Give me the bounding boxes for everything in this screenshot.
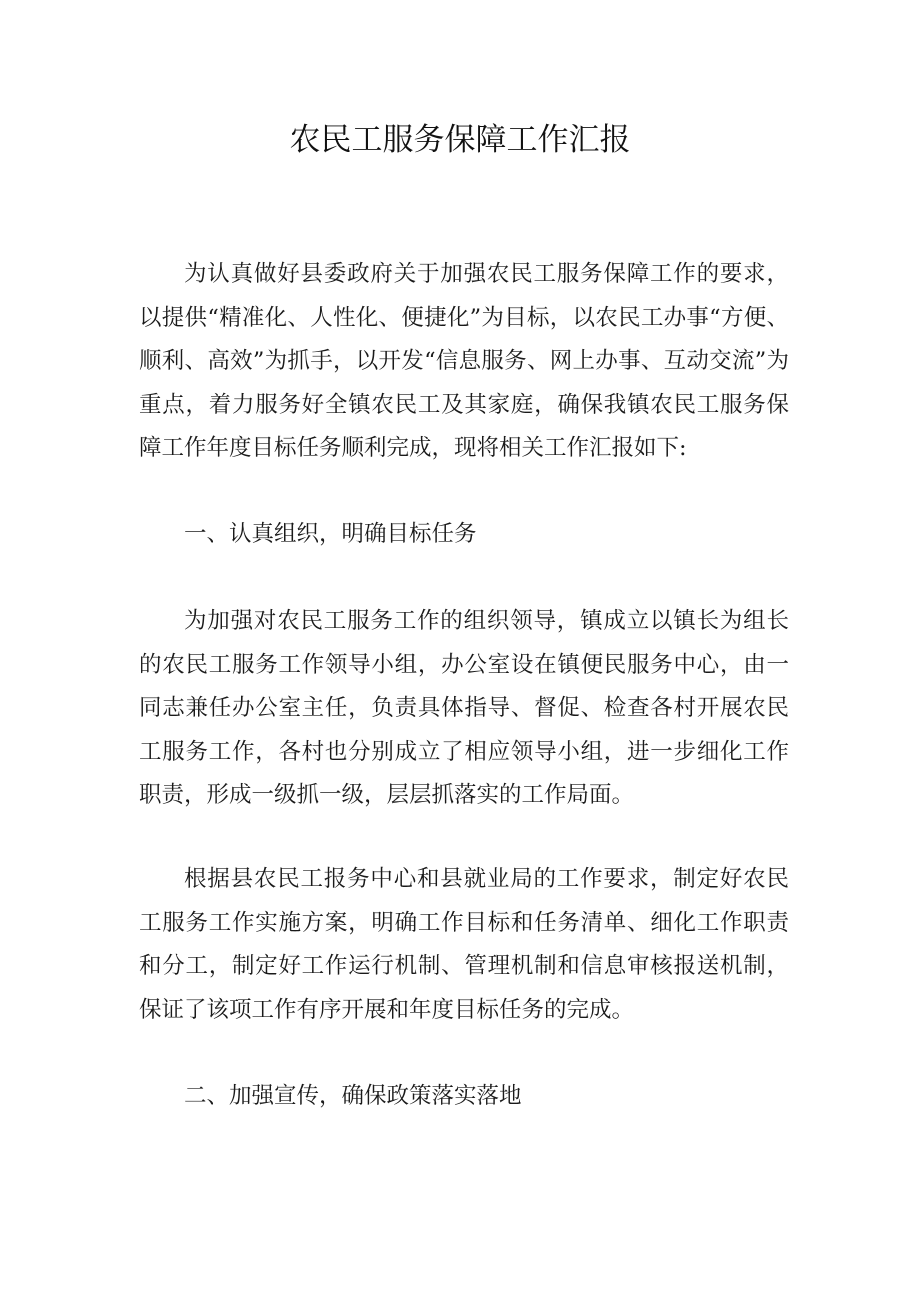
document-title: 农民工服务保障工作汇报 — [289, 122, 631, 158]
section-heading-2 — [139, 1075, 789, 1119]
paragraph-text: 根据县农民工报务中心和县就业局的工作要求，制定好农民工服务工作实施方案，明确工作目标和任务清单、细化工作职责和分工，制定好工作运行机制、管理机制和信息审核报送机制，保证了该项工作有序开展和年度目标任务的完成。 — [139, 866, 789, 1023]
section-heading-1 — [139, 513, 789, 557]
paragraph-plan — [139, 858, 789, 1032]
section-heading-text: 一、认真组织，明确目标任务 — [184, 521, 477, 547]
paragraph-organization — [139, 600, 789, 818]
section-heading-text: 二、加强宣传，确保政策落实落地 — [184, 1083, 522, 1109]
paragraph-text: 为加强对农民工服务工作的组织领导，镇成立以镇长为组长的农民工服务工作领导小组，办公室设在镇便民服务中心，由一同志兼任办公室主任，负责具体指导、督促、检查各村开展农民工服务工作，各村也分别成立了相应领导小组，进一步细化工作职责，形成一级抓一级，层层抓落实的工作局面。 — [139, 608, 789, 808]
paragraph-text: 为认真做好县委政府关于加强农民工服务保障工作的要求，以提供“精准化、人性化、便捷化”为目标，以农民工办事“方便、顺利、高效”为抓手，以开发“信息服务、网上办事、互动交流”为重点，着力服务好全镇农民工及其家庭，确保我镇农民工服务保障工作年度目标任务顺利完成，现将相关工作汇报如下: — [139, 261, 789, 461]
paragraph-intro — [139, 253, 789, 471]
